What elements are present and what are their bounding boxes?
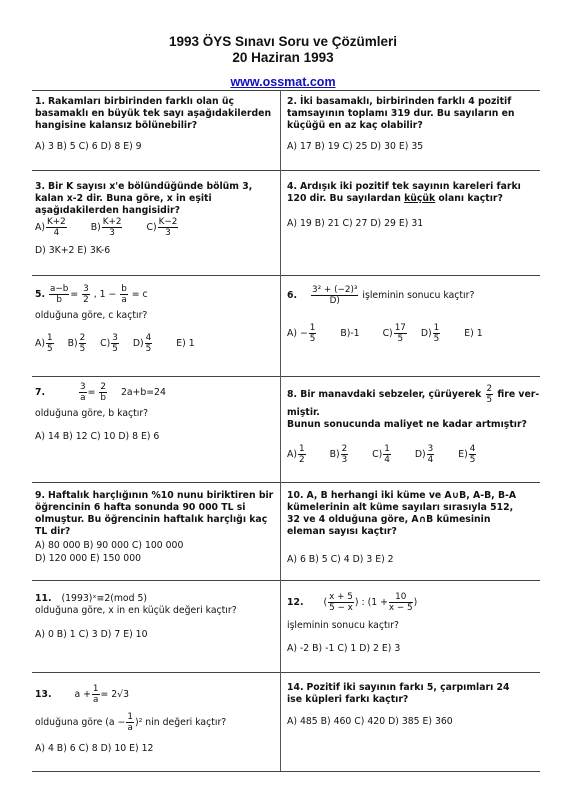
question-10 [287, 490, 527, 538]
question-1-choices: A) 3 B) 5 C) 6 D) 8 E) 9 [35, 141, 142, 152]
question-4-choices: A) 19 B) 21 C) 27 D) 29 E) 31 [287, 218, 424, 229]
divider [32, 771, 540, 772]
question-5-choices: A) $\frac{1}{5}$ B) $\frac{2}{5}$ C) $\frac{3}{5}$ D) $\frac{4}{5}$ E) 1 [35, 333, 195, 354]
question-text: Rakamları birbirinden farklı olan üç basamaklı en büyük tek sayı aşağıdakilerden hangisine kalansız bölünebilir? [35, 96, 272, 131]
question-13-text: olduğuna göre (a − $\frac{1}{a}$ )² nin değeri kaçtır? [35, 712, 227, 733]
question-2 [287, 96, 527, 132]
question-text: Haftalık harçlığının %10 nunu biriktiren bir öğrencinin 6 hafta sonunda 90 000 TL si olmuştur. Bu öğrencinin haftalık harçlığı kaç TL dir? [35, 490, 274, 537]
question-3-choices-abc: A) $\frac{K+2}{4}$ B) $\frac{K+2}{3}$ C) $\frac{K-2}{3}$ [35, 217, 178, 238]
question-9 [35, 490, 275, 538]
question-13-expression: 13. a + $\frac{1}{a}$ = 2√3 [35, 684, 130, 705]
divider [32, 482, 540, 483]
question-14-choices: A) 485 B) 460 C) 420 D) 385 E) 360 [287, 716, 453, 727]
question-8-line1: 8. Bir manavdaki sebzeler, çürüyerek $\frac{2}{5}$ fire ver- [287, 384, 540, 405]
divider [32, 90, 540, 91]
question-12-expression: 12. ( $\frac{x + 5}{5 - x}$ ) : (1 + $\frac{10}{x - 5}$ ) [287, 592, 418, 613]
question-9-choices-line1: A) 80 000 B) 90 000 C) 100 000 [35, 540, 184, 551]
question-number: 14. [287, 682, 304, 693]
question-number: 4. [287, 181, 298, 192]
question-8-line3: Bunun sonucunda maliyet ne kadar artmıştır? [287, 419, 527, 430]
question-6-choices: A) − $\frac{1}{5}$ B)-1 C) $\frac{17}{5}$ D) $\frac{1}{5}$ E) 1 [287, 323, 483, 344]
question-12-text: işleminin sonucu kaçtır? [287, 620, 399, 631]
exam-title: 1993 ÖYS Sınavı Soru ve Çözümleri [168, 34, 398, 49]
question-number: 10. [287, 490, 304, 501]
question-13-choices: A) 4 B) 6 C) 8 D) 10 E) 12 [35, 743, 154, 754]
divider [32, 376, 540, 377]
question-text: A, B herhangi iki küme ve A∪B, A-B, B-A kümelerinin alt küme sayıları sırasıyla 512, 32 ve 4 olduğuna göre, A∩B kümesinin eleman sayısı kaçtır? [287, 490, 517, 537]
question-10-choices: A) 6 B) 5 C) 4 D) 3 E) 2 [287, 554, 394, 565]
question-14 [287, 682, 527, 706]
question-2-choices: A) 17 B) 19 C) 25 D) 30 E) 35 [287, 141, 424, 152]
site-url [0, 75, 566, 89]
page-title [0, 34, 566, 66]
divider [32, 580, 540, 581]
question-4: 4. Ardışık iki pozitif tek sayının kareleri farkı 120 dir. Bu sayılardan küçük olanı kaçtır? [287, 181, 521, 204]
question-5-text: olduğuna göre, c kaçtır? [35, 310, 148, 321]
question-text: İki basamaklı, birbirinden farklı 4 pozitif tamsayının toplamı 319 dur. Bu sayıların en küçüğü en az kaç olabilir? [287, 96, 515, 131]
question-9-choices-line2: D) 120 000 E) 150 000 [35, 553, 142, 564]
divider [32, 672, 540, 673]
question-6-expression: 6. $\frac{\text{3² + (−2)³}}{D)}$ işleminin sonucu kaçtır? [287, 285, 475, 306]
question-number: 2. [287, 96, 298, 107]
question-1 [35, 96, 275, 132]
question-number: 3. [35, 181, 46, 192]
divider [32, 170, 540, 171]
question-number: 1. [35, 96, 46, 107]
exam-date: 20 Haziran 1993 [232, 50, 334, 65]
site-link[interactable]: www.ossmat.com [230, 75, 336, 89]
question-3 [35, 181, 275, 217]
question-number: 9. [35, 490, 46, 501]
question-8-choices: A) $\frac{1}{2}$ B) $\frac{2}{3}$ C) $\frac{1}{4}$ D) $\frac{3}{4}$ E) $\frac{4}{5}$ [287, 444, 476, 465]
question-12-choices: A) -2 B) -1 C) 1 D) 2 E) 3 [287, 643, 401, 654]
question-7-text: olduğuna göre, b kaçtır? [35, 408, 149, 419]
question-text: Pozitif iki sayının farkı 5, çarpımları 24 ise küpleri farkı kaçtır? [287, 682, 510, 705]
column-divider [280, 90, 281, 771]
question-3-choices-de: D) 3K+2 E) 3K-6 [35, 245, 111, 256]
question-text: Bir K sayısı x'e bölündüğünde bölüm 3, kalan x-2 dir. Buna göre, x in eşiti aşağıdakilerden hangisidir? [35, 181, 253, 216]
question-8-line2: miştir. [287, 407, 320, 418]
question-7-choices: A) 14 B) 12 C) 10 D) 8 E) 6 [35, 431, 160, 442]
question-11-text: olduğuna göre, x in en küçük değeri kaçtır? [35, 605, 237, 616]
question-11-expression: 11. (1993)ˣ≡2(mod 5) [35, 593, 147, 604]
divider [32, 275, 540, 276]
question-7-expression: 7. $\frac{3}{a}$ = $\frac{2}{b}$ 2a+b=24 [35, 382, 166, 403]
question-11-choices: A) 0 B) 1 C) 3 D) 7 E) 10 [35, 629, 148, 640]
question-5-expression: 5. $\frac{a-b}{b}$ = $\frac{3}{2}$ , 1 − $\frac{b}{a}$ = c [35, 284, 148, 305]
